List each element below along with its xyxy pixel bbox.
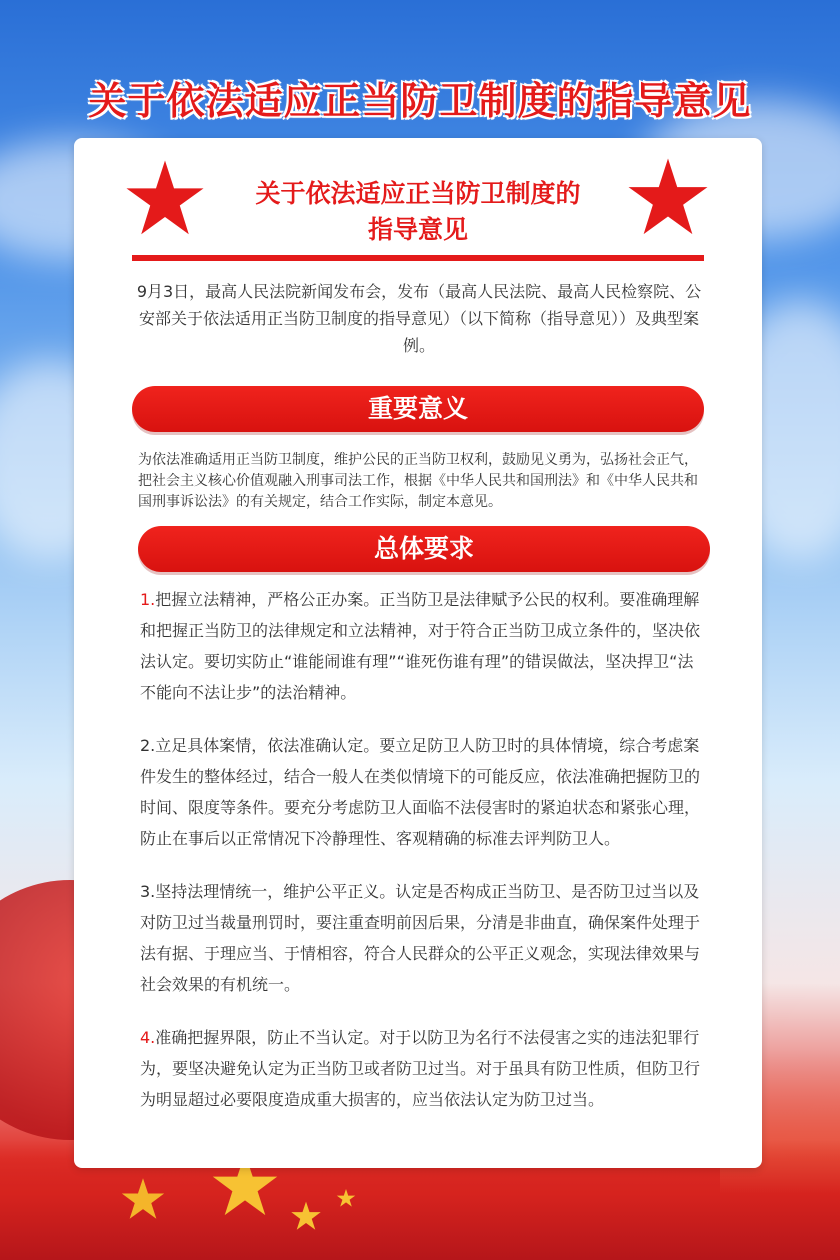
card-title — [224, 176, 612, 248]
gold-star-icon — [120, 1176, 166, 1222]
gold-star-icon — [336, 1188, 356, 1208]
requirement-text: 立足具体案情，依法准确认定。要立足防卫人防卫时的具体情境，综合考虑案件发生的整体经过，结合一般人在类似情境下的可能反应，依法准确把握防卫的时间、限度等条件。要充分考虑防卫人面临不法侵害时的紧迫状态和紧张心理，防止在事后以正常情况下冷静理性、客观精确的标准去评判防卫人。 — [140, 736, 701, 848]
requirement-item — [140, 1022, 704, 1115]
card-title-line1: 关于依法适应正当防卫制度的 — [255, 179, 581, 208]
requirement-text: 准确把握界限，防止不当认定。对于以防卫为名行不法侵害之实的违法犯罪行为，要坚决避免认定为正当防卫或者防卫过当。对于虽具有防卫性质，但防卫行为明显超过必要限度造成重大损害的，应当依法认定为防卫过当。 — [140, 1028, 701, 1109]
section-heading-requirements: 总体要求 — [138, 526, 710, 572]
requirement-item — [140, 876, 704, 1000]
requirement-number: 4. — [140, 1028, 156, 1047]
content-card — [74, 138, 762, 1168]
red-star-icon — [124, 158, 206, 240]
card-title-line2: 指导意见 — [367, 215, 468, 244]
red-star-icon — [626, 156, 710, 240]
requirement-text: 坚持法理情统一，维护公平正义。认定是否构成正当防卫、是否防卫过当以及对防卫过当裁量刑罚时，要注重查明前因后果，分清是非曲直，确保案件处理于法有据、于理应当、于情相容，符合人民群众的公平正义观念，实现法律效果与社会效果的有机统一。 — [140, 882, 701, 994]
gold-star-icon — [290, 1200, 322, 1232]
requirement-number: 2. — [140, 736, 156, 755]
intro-paragraph: 9月3日，最高人民法院新闻发布会，发布（最高人民法院、最高人民检察院、公安部关于依法适用正当防卫制度的指导意见）（以下简称（指导意见））及典型案例。 — [136, 282, 702, 355]
requirement-item — [140, 584, 704, 708]
requirement-text: 把握立法精神，严格公正办案。正当防卫是法律赋予公民的权利。要准确理解和把握正当防卫的法律规定和立法精神，对于符合正当防卫成立条件的，坚决依法认定。要切实防止“谁能闹谁有理”“谁死伤谁有理”的错误做法，坚决捍卫“法不能向不法让步”的法治精神。 — [140, 590, 701, 702]
requirement-number: 1. — [140, 590, 156, 609]
section-heading-significance: 重要意义 — [132, 386, 704, 432]
requirement-item — [140, 730, 704, 854]
significance-paragraph: 为依法准确适用正当防卫制度，维护公民的正当防卫权利，鼓励见义勇为，弘扬社会正气，把社会主义核心价值观融入刑事司法工作，根据《中华人民共和国刑法》和《中华人民共和国刑事诉讼法》的有关规定，结合工作实际，制定本意见。 — [138, 452, 698, 510]
page-title: 关于依法适应正当防卫制度的指导意见 — [88, 79, 752, 123]
requirement-number: 3. — [140, 882, 156, 901]
title-divider — [132, 255, 704, 261]
